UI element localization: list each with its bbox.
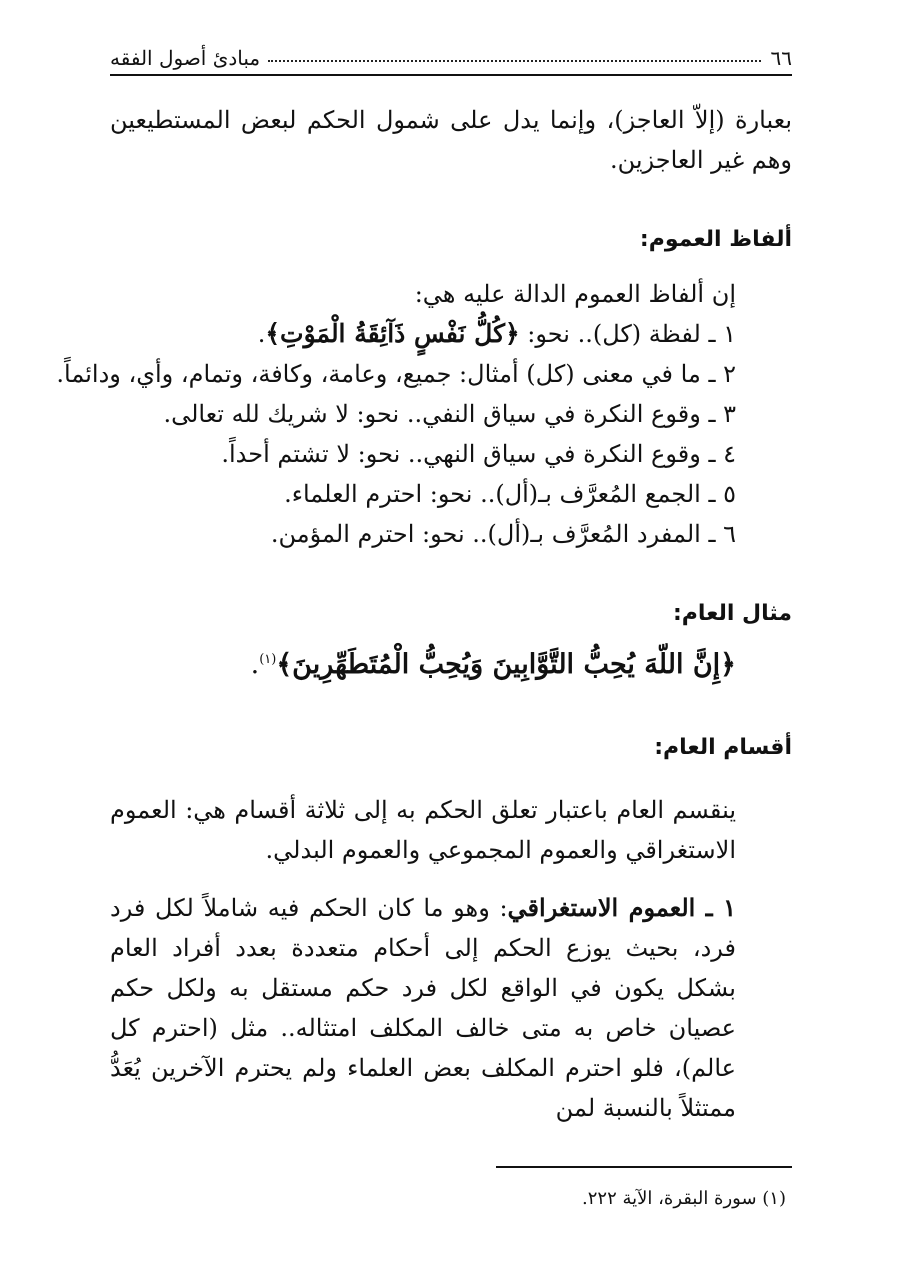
intro-paragraph: بعبارة (إلاّ العاجز)، وإنما يدل على شمول الحكم لبعض المستطيعين وهم غير العاجزين. [110,106,792,174]
heading-example-of-general: مثال العام: [672,601,792,626]
terms-item-3: ٣ ـ وقوع النكرة في سياق النفي.. نحو: لا شريك لله تعالى. [163,400,736,428]
terms-item-4: ٤ ـ وقوع النكرة في سياق النهي.. نحو: لا تشتم أحداً. [221,440,736,468]
terms-item-1-quran: ﴿كُلُّ نَفْسٍ ذَآئِقَةُ الْمَوْتِ﴾ [265,319,520,348]
footnote-marker: (١) [259,652,277,667]
running-header [110,38,792,70]
header-leader-dots [268,60,760,62]
terms-intro: إن ألفاظ العموم الدالة عليه هي: [414,280,736,308]
terms-item-1-suffix: . [257,320,266,348]
page-number: ٦٦ [770,46,792,70]
divisions-item-1-text: : وهو ما كان الحكم فيه شاملاً لكل فرد فرد، بحيث يوزع الحكم إلى أحكام متعددة بعدد أفراد العام بشكل يكون في الواقع لكل فرد حكم مستقل به ولكل حكم عصيان خاص به متى خالف المكلف امتثاله.. مثل (احترم كل عالم)، فلو احترم المكلف بعض العلماء ولم يحترم الآخرين يُعَدُّ ممتثلاً بالنسبة لمن [110,894,737,1122]
page-body [56,100,792,1128]
example-ayah-suffix: . [250,649,260,680]
terms-item-2: ٢ ـ ما في معنى (كل) أمثال: جميع، وعامة، وكافة، وتمام، وأي، ودائماً. [56,360,736,388]
book-title: مبادئ أصول الفقه [110,46,261,70]
terms-item-1 [110,314,792,354]
divisions-item-1-term: ١ ـ العموم الاستغراقي [507,893,736,922]
footnote: (١) سورة البقرة، الآية ٢٢٢. [582,1188,786,1209]
divisions-paragraph: ينقسم العام باعتبار تعلق الحكم به إلى ثلاثة أقسام هي: العموم الاستغراقي والعموم المجموعي والعموم البدلي. [110,796,736,864]
heading-divisions-of-general: أقسام العام: [654,735,792,760]
example-ayah-line [110,642,792,688]
heading-terms-of-generality: ألفاظ العموم: [639,227,792,252]
terms-item-1-prefix: ١ ـ لفظة (كل).. نحو: [519,320,736,348]
divisions-item-1 [110,888,792,1128]
example-ayah: ﴿إِنَّ اللّهَ يُحِبُّ التَّوَّابِينَ وَيُحِبُّ الْمُتَطَهِّرِينَ﴾ [276,649,736,680]
header-rule [110,74,792,76]
terms-item-6: ٦ ـ المفرد المُعرَّف بـ(أل).. نحو: احترم المؤمن. [270,520,736,548]
terms-item-5: ٥ ـ الجمع المُعرَّف بـ(أل).. نحو: احترم العلماء. [284,480,736,508]
footnote-rule [496,1166,792,1168]
